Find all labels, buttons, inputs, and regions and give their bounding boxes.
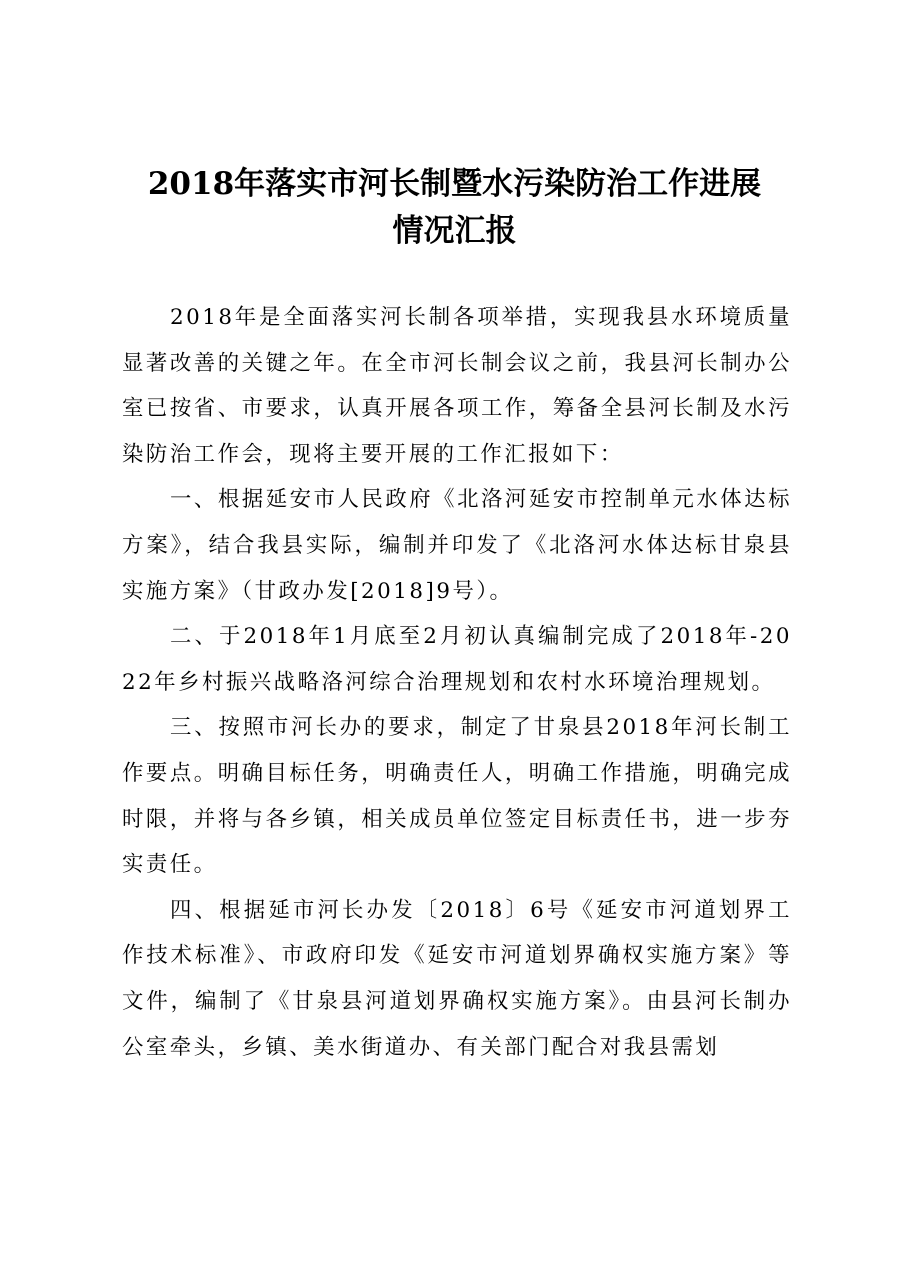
- document-title-line-1: 2018年落实市河长制暨水污染防治工作进展: [147, 166, 762, 202]
- paragraph-intro: 2018年是全面落实河长制各项举措，实现我县水环境质量显著改善的关键之年。在全市河长制会议之前，我县河长制办公室已按省、市要求，认真开展各项工作，筹备全县河长制及水污染防治工作会，现将主要开展的工作汇报如下：: [122, 305, 792, 467]
- paragraph-item-1: 一、根据延安市人民政府《北洛河延安市控制单元水体达标方案》，结合我县实际，编制并印发了《北洛河水体达标甘泉县实施方案》（甘政办发[2018]9号）。: [122, 487, 792, 604]
- document-title-line-2: 情况汇报: [392, 213, 517, 249]
- document-body: [122, 295, 792, 1070]
- paragraph-item-2: 二、于2018年1月底至2月初认真编制完成了2018年-2022年乡村振兴战略洛河综合治理规划和农村水环境治理规划。: [122, 624, 792, 695]
- paragraph-item-3: 三、按照市河长办的要求，制定了甘泉县2018年河长制工作要点。明确目标任务，明确责任人，明确工作措施，明确完成时限，并将与各乡镇，相关成员单位签定目标责任书，进一步夯实责任。: [122, 715, 792, 878]
- paragraph-item-4: 四、根据延市河长办发〔2018〕6号《延安市河道划界工作技术标准》、市政府印发《延安市河道划界确权实施方案》等文件，编制了《甘泉县河道划界确权实施方案》。由县河长制办公室牵头，乡镇、美水街道办、有关部门配合对我县需划: [122, 897, 792, 1060]
